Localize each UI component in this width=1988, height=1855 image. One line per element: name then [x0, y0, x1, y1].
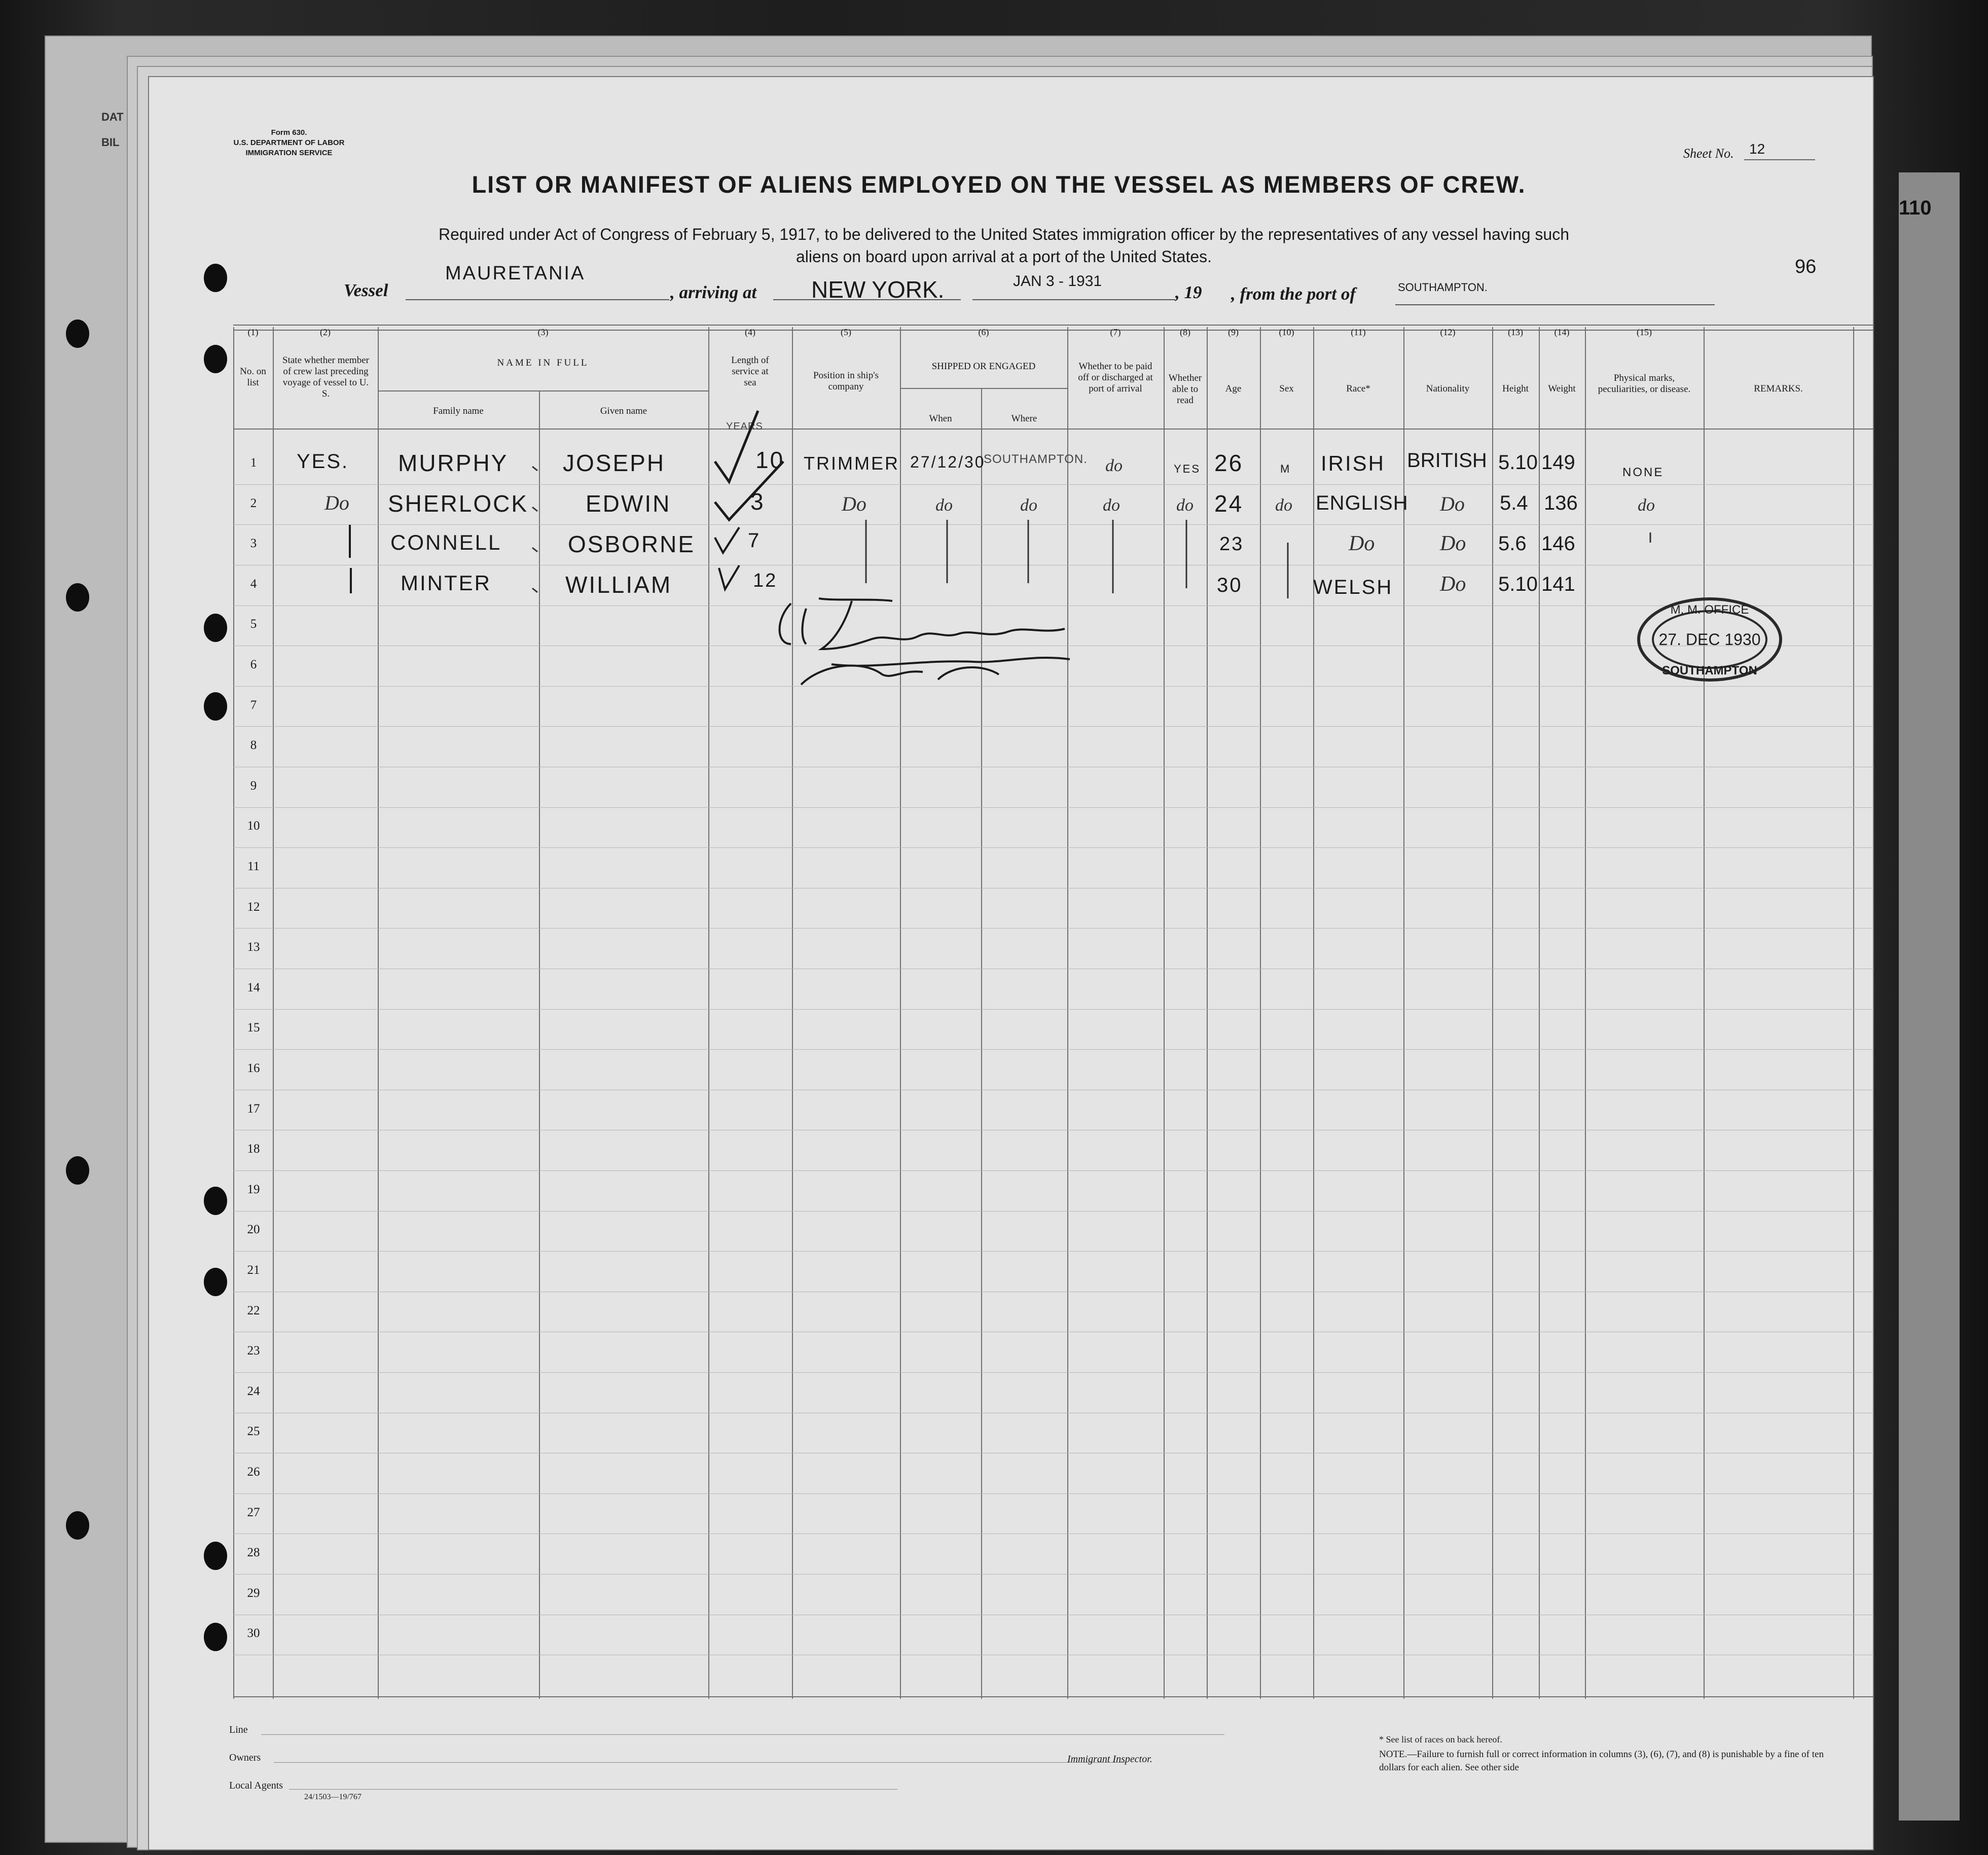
column-header: Whether to be paid off or discharged at port of arrival	[1078, 361, 1153, 394]
column-header: Position in ship's company	[813, 370, 879, 392]
penalty-note: NOTE.—Failure to furnish full or correct information in columns (3), (6), (7), and (8) is punishable by a fine of ten dollars for each alien. See other side	[1379, 1749, 1824, 1773]
column-number: (6)	[978, 327, 989, 337]
cell-position: TRIMMER	[804, 453, 899, 474]
sheet-number-label: Sheet No.	[1683, 146, 1734, 161]
row-number: 15	[247, 1021, 260, 1035]
row-number: 1	[250, 456, 257, 470]
page-number: 96	[1795, 256, 1817, 277]
cell-service-years: 7	[748, 529, 761, 552]
column-subheader: Where	[1011, 413, 1037, 424]
row-number: 21	[247, 1263, 260, 1277]
column-subheader: Given name	[600, 406, 647, 416]
column-number: (3)	[537, 327, 549, 337]
name-subheader-rule	[378, 390, 708, 391]
column-number: (10)	[1279, 327, 1294, 337]
cell-shipped-when: do	[935, 496, 953, 515]
row-number: 6	[250, 658, 257, 671]
row-number: 12	[247, 900, 260, 914]
row-number: 20	[247, 1223, 260, 1237]
header-bottom-rule	[233, 429, 1873, 430]
cell-height: 5.10	[1498, 573, 1538, 595]
check-mark-icon	[700, 401, 801, 598]
arriving-label: , arriving at	[670, 282, 757, 302]
form-number: Form 630.	[271, 128, 307, 137]
sheet-number-rule	[1744, 159, 1815, 160]
column-header: SHIPPED OR ENGAGED	[931, 361, 1036, 372]
cell-paid-off: do	[1105, 456, 1123, 475]
column-header: Height	[1502, 383, 1529, 394]
column-header: Weight	[1548, 383, 1576, 394]
row-number: 18	[247, 1142, 260, 1156]
cell-able-to-read: YES	[1174, 462, 1201, 475]
stamp-bottom-text: SOUTHAMPTON	[1662, 664, 1757, 677]
arrival-port: NEW YORK.	[811, 276, 945, 303]
column-header: Age	[1225, 383, 1242, 394]
cell-family-name: MURPHY	[398, 450, 509, 476]
row-number: 11	[247, 860, 260, 873]
departure-port-field	[1395, 279, 1715, 305]
row-number: 27	[247, 1505, 260, 1519]
column-number: (9)	[1228, 327, 1239, 337]
cell-race: Do	[1349, 532, 1375, 555]
row-rule	[233, 807, 1873, 808]
column-header: REMARKS.	[1754, 383, 1803, 394]
stamp-top-text: M. M. OFFICE	[1670, 603, 1749, 617]
cell-prev-voyage: YES.	[297, 450, 349, 473]
row-number: 23	[247, 1344, 260, 1358]
cell-sex: do	[1275, 496, 1292, 515]
cell-nationality: Do	[1440, 532, 1466, 555]
vessel-field	[406, 263, 669, 300]
column-header: Sex	[1279, 383, 1294, 394]
row-rule	[233, 1574, 1873, 1575]
arrival-port-field	[773, 274, 961, 303]
row-rule	[233, 1009, 1873, 1010]
footer-form-code: 24/1503—19/767	[304, 1793, 362, 1801]
column-header: Race*	[1346, 383, 1370, 394]
subtitle-line: Required under Act of Congress of February 5, 1917, to be delivered to the United States immigration officer by the representatives of any vessel having such	[439, 225, 1569, 243]
cell-weight: 146	[1541, 532, 1575, 555]
margin-note: DAT	[101, 111, 124, 123]
ditto-lines	[857, 517, 1709, 598]
column-number: (2)	[320, 327, 331, 337]
row-rule	[233, 484, 1873, 485]
document-title: LIST OR MANIFEST OF ALIENS EMPLOYED ON THE VESSEL AS MEMBERS OF CREW.	[472, 171, 1526, 198]
cell-nationality: Do	[1440, 492, 1465, 515]
column-header: Whether able to read	[1168, 373, 1202, 406]
column-header: Nationality	[1426, 383, 1470, 394]
cell-position: Do	[842, 492, 866, 515]
margin-stamp-number: 110	[1899, 197, 1932, 219]
vessel-name: MAURETANIA	[445, 263, 586, 284]
cell-service-years: 10	[755, 447, 785, 473]
row-number: 19	[247, 1182, 260, 1196]
cell-given-name: WILLIAM	[565, 572, 672, 598]
vessel-label: Vessel	[344, 280, 388, 300]
punch-hole	[204, 1623, 227, 1651]
row-rule	[233, 726, 1873, 727]
cell-age: 26	[1214, 450, 1244, 476]
punch-hole	[204, 692, 227, 721]
cell-given-name: OSBORNE	[568, 531, 696, 557]
column-number: (11)	[1351, 327, 1366, 337]
department-name: U.S. DEPARTMENT OF LABOR	[233, 138, 345, 147]
departure-port: SOUTHAMPTON.	[1398, 281, 1488, 294]
cell-age: 23	[1219, 533, 1244, 555]
footer-owners-rule	[274, 1762, 1126, 1763]
cell-weight: 136	[1544, 492, 1578, 514]
cell-shipped-where: SOUTHAMPTON.	[984, 452, 1088, 466]
punch-hole	[66, 1511, 89, 1540]
footer-agents-rule	[289, 1789, 897, 1790]
column-header: State whether member of crew last preceding voyage of vessel to U. S.	[282, 355, 369, 399]
column-header: Length of service at sea	[731, 355, 769, 388]
sheet-number-value: 12	[1749, 141, 1765, 157]
footer-agents-label: Local Agents	[229, 1780, 283, 1791]
cell-nationality: Do	[1440, 573, 1466, 596]
footer-line-rule	[261, 1734, 1224, 1735]
cell-weight: 141	[1541, 573, 1575, 595]
cell-age: 24	[1214, 490, 1244, 517]
cell-family-name: MINTER	[401, 571, 491, 595]
column-header: NAME IN FULL	[497, 358, 589, 368]
row-number: 13	[247, 940, 260, 954]
row-rule	[233, 847, 1873, 848]
cell-height: 5.4	[1500, 492, 1528, 514]
cell-physical-marks: do	[1638, 496, 1655, 515]
column-header: No. on list	[240, 366, 266, 388]
column-number: (5)	[841, 327, 851, 337]
cell-race: ENGLISH	[1316, 492, 1408, 514]
row-number: 26	[247, 1465, 260, 1479]
punch-hole	[204, 1268, 227, 1296]
immigrant-inspector-label: Immigrant Inspector.	[1067, 1754, 1152, 1765]
table-top-rule	[233, 325, 1873, 326]
row-number: 7	[250, 698, 257, 712]
cell-family-name: SHERLOCK	[388, 490, 529, 517]
column-number: (7)	[1110, 327, 1121, 337]
subtitle-line: aliens on board upon arrival at a port of the United States.	[796, 247, 1212, 266]
row-number: 25	[247, 1424, 260, 1439]
row-number: 14	[247, 980, 260, 994]
row-rule	[233, 1372, 1873, 1373]
from-port-label: , from the port of	[1231, 284, 1356, 304]
column-subheader: Family name	[433, 406, 484, 416]
cell-weight: 149	[1541, 451, 1575, 474]
cell-paid-off: do	[1103, 496, 1120, 515]
document-subtitle	[304, 223, 1704, 268]
row-rule	[233, 1251, 1873, 1252]
cell-given-name: JOSEPH	[563, 450, 666, 476]
column-number: (13)	[1508, 327, 1523, 337]
punch-hole	[66, 319, 89, 348]
punch-hole	[204, 614, 227, 642]
footer-owners-label: Owners	[229, 1752, 261, 1763]
table-bottom-rule	[233, 1696, 1873, 1697]
column-number: (4)	[745, 327, 755, 337]
row-number: 22	[247, 1303, 260, 1317]
column-number: (1)	[247, 327, 259, 337]
footer-line-label: Line	[229, 1724, 248, 1735]
cell-age: 30	[1217, 574, 1243, 596]
row-number: 29	[247, 1586, 260, 1600]
binding-strip	[1899, 172, 1960, 1821]
arrival-date-stamp: JAN 3 - 1931	[1013, 273, 1102, 290]
races-note: * See list of races on back hereof.	[1379, 1734, 1502, 1744]
cell-service-years: 3	[750, 488, 765, 515]
cell-given-name: EDWIN	[586, 490, 671, 517]
cell-service-years: 12	[753, 570, 778, 591]
year-label: , 19	[1175, 282, 1202, 302]
row-rule	[233, 1493, 1873, 1494]
row-number: 17	[247, 1101, 260, 1116]
row-rule	[233, 1049, 1873, 1050]
cell-sex: M	[1280, 462, 1291, 475]
row-number: 5	[250, 617, 257, 631]
punch-hole	[66, 1156, 89, 1185]
cell-family-name: CONNELL	[390, 530, 502, 554]
manifest-sheet	[148, 76, 1874, 1850]
row-number: 28	[247, 1546, 260, 1560]
cell-race: IRISH	[1321, 451, 1386, 475]
ditto-stroke	[324, 522, 355, 593]
punch-hole	[66, 583, 89, 612]
office-stamp	[1634, 594, 1786, 685]
cell-physical-marks: NONE	[1622, 466, 1664, 479]
cell-prev-voyage: Do	[324, 491, 349, 514]
punch-hole	[204, 264, 227, 292]
row-number: 30	[247, 1626, 260, 1640]
cell-able-to-read: do	[1176, 496, 1194, 515]
inspector-signature	[771, 588, 1095, 695]
row-number: 2	[250, 496, 257, 510]
margin-note: BIL	[101, 136, 120, 149]
row-rule	[233, 1533, 1873, 1534]
cell-height: 5.10	[1498, 451, 1538, 474]
row-number: 10	[247, 819, 260, 833]
cell-shipped-where: do	[1020, 496, 1037, 515]
cell-service-unit: YEARS	[726, 421, 763, 432]
column-number: (12)	[1440, 327, 1456, 337]
row-number: 16	[247, 1061, 260, 1075]
column-header: Physical marks, peculiarities, or disease.	[1598, 373, 1691, 395]
row-number: 24	[247, 1384, 260, 1398]
row-number: 4	[250, 577, 257, 591]
column-subheader: When	[929, 413, 952, 424]
form-id-block	[198, 128, 380, 158]
row-number: 8	[250, 738, 257, 753]
column-number: (8)	[1180, 327, 1190, 337]
punch-hole	[204, 1542, 227, 1570]
cell-race: WELSH	[1313, 576, 1393, 598]
punch-hole	[204, 1187, 227, 1215]
stamp-date-text: 27. DEC 1930	[1658, 630, 1761, 649]
row-number: 3	[250, 537, 257, 551]
cell-shipped-when: 27/12/30	[910, 453, 986, 471]
cell-nationality: BRITISH	[1407, 449, 1487, 472]
service-name: IMMIGRATION SERVICE	[245, 149, 333, 157]
tick-strokes	[527, 456, 548, 598]
row-number: 9	[250, 778, 257, 793]
punch-hole	[204, 345, 227, 373]
shipped-subheader-rule	[900, 388, 1067, 389]
row-rule	[233, 1170, 1873, 1171]
date-field	[972, 274, 1175, 300]
row-rule	[233, 928, 1873, 929]
cell-height: 5.6	[1498, 532, 1527, 555]
column-number: (15)	[1637, 327, 1652, 337]
column-number: (14)	[1554, 327, 1570, 337]
